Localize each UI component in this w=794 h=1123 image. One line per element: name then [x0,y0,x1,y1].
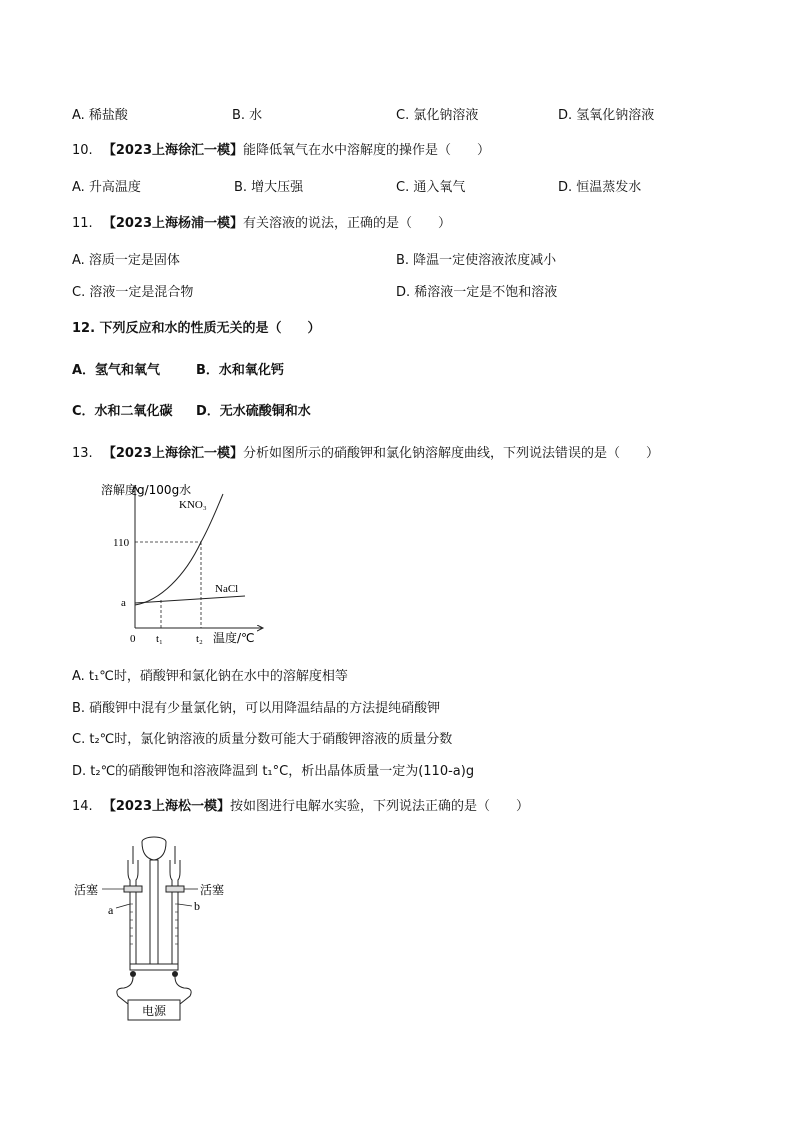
q13-option-c[interactable]: C. t₂℃时，氯化钠溶液的质量分数可能大于硝酸钾溶液的质量分数 [72,732,453,747]
q10-stem-line [72,139,490,158]
q13-source: 【2023上海徐汇一模】 [102,446,244,461]
q11-stem-line [72,212,451,231]
q14-stem: 按如图进行电解水实验，下列说法正确的是（ ） [230,799,530,814]
q13-stem-line [72,442,659,461]
q11-source: 【2023上海杨浦一模】 [102,216,244,231]
q14-source: 【2023上海松一模】 [102,799,231,814]
right-tube [170,860,180,970]
q10-option-a[interactable]: A. 升高温度 [72,180,141,195]
q9-option-a[interactable]: A. 稀盐酸 [72,108,128,123]
tube-b-label: b [194,899,200,913]
series-nacl-label: NaCl [215,583,239,595]
a-leader [116,904,130,908]
y-tick-a: a [121,597,126,609]
q13-number: 13. [72,446,93,461]
q11-stem: 有关溶液的说法，正确的是（ ） [243,216,452,231]
electrode-b [172,971,178,977]
x-axis-label: 温度/℃ [213,631,255,645]
q14-stem-line [72,795,529,814]
q13-option-a[interactable]: A. t₁℃时，硝酸钾和氯化钠在水中的溶解度相等 [72,669,348,684]
q9-option-c[interactable]: C. 氯化钠溶液 [396,108,479,123]
q11-option-b[interactable]: B. 降温一定使溶液浓度减小 [396,253,557,268]
q11-option-c[interactable]: C. 溶液一定是混合物 [72,285,194,300]
q10-stem: 能降低氧气在水中溶解度的操作是（ ） [243,143,491,158]
q10-number: 10. [72,143,93,158]
q10-source: 【2023上海徐汇一模】 [102,143,244,158]
x-tick-t1: t₁ [156,633,163,645]
right-valve-label: 活塞 [200,883,225,897]
q12-option-a[interactable]: A．氢气和氧气 [72,363,161,378]
q11-option-a[interactable]: A. 溶质一定是固体 [72,253,180,268]
y-tick-110: 110 [113,537,130,549]
y-axis-label: 溶解度g/100g水 [101,483,192,497]
q11-option-d[interactable]: D. 稀溶液一定是不饱和溶液 [396,285,558,300]
q10-option-b[interactable]: B. 增大压强 [234,180,304,195]
solubility-chart [95,476,275,651]
bottom-connector [130,964,178,970]
x-tick-t2: t₂ [196,633,203,645]
q13-option-d[interactable]: D. t₂℃的硝酸钾饱和溶液降温到 t₁°C，析出晶体质量一定为(110-a)g [72,764,475,779]
q13-stem: 分析如图所示的硝酸钾和氯化钠溶解度曲线，下列说法错误的是（ ） [243,446,660,461]
series-kno3-label: KNO₃ [179,499,207,511]
q11-number: 11. [72,216,93,231]
right-stopcock [166,886,184,892]
electrolysis-diagram [70,828,240,1028]
q10-option-d[interactable]: D. 恒温蒸发水 [558,180,642,195]
q9-option-d[interactable]: D. 氢氧化钠溶液 [558,108,655,123]
q12-option-b[interactable]: B．水和氧化钙 [196,363,284,378]
reservoir-bulb [142,842,166,860]
left-tube [128,860,138,970]
center-tube [150,860,158,964]
q10-option-c[interactable]: C. 通入氧气 [396,180,466,195]
left-stopcock [124,886,142,892]
b-leader [178,904,192,906]
x-tick-0: 0 [130,633,136,645]
q12-stem: 12. 下列反应和水的性质无关的是（ ） [72,321,321,336]
power-label: 电源 [141,1004,167,1018]
q13-option-b[interactable]: B. 硝酸钾中混有少量氯化钠，可以用降温结晶的方法提纯硝酸钾 [72,701,441,716]
q14-number: 14. [72,799,93,814]
q9-option-b[interactable]: B. 水 [232,108,263,123]
q12-option-c[interactable]: C．水和二氧化碳 [72,404,173,419]
left-valve-label: 活塞 [74,883,99,897]
electrode-a [130,971,136,977]
q12-option-d[interactable]: D．无水硫酸铜和水 [196,404,311,419]
tube-a-label: a [108,903,114,917]
